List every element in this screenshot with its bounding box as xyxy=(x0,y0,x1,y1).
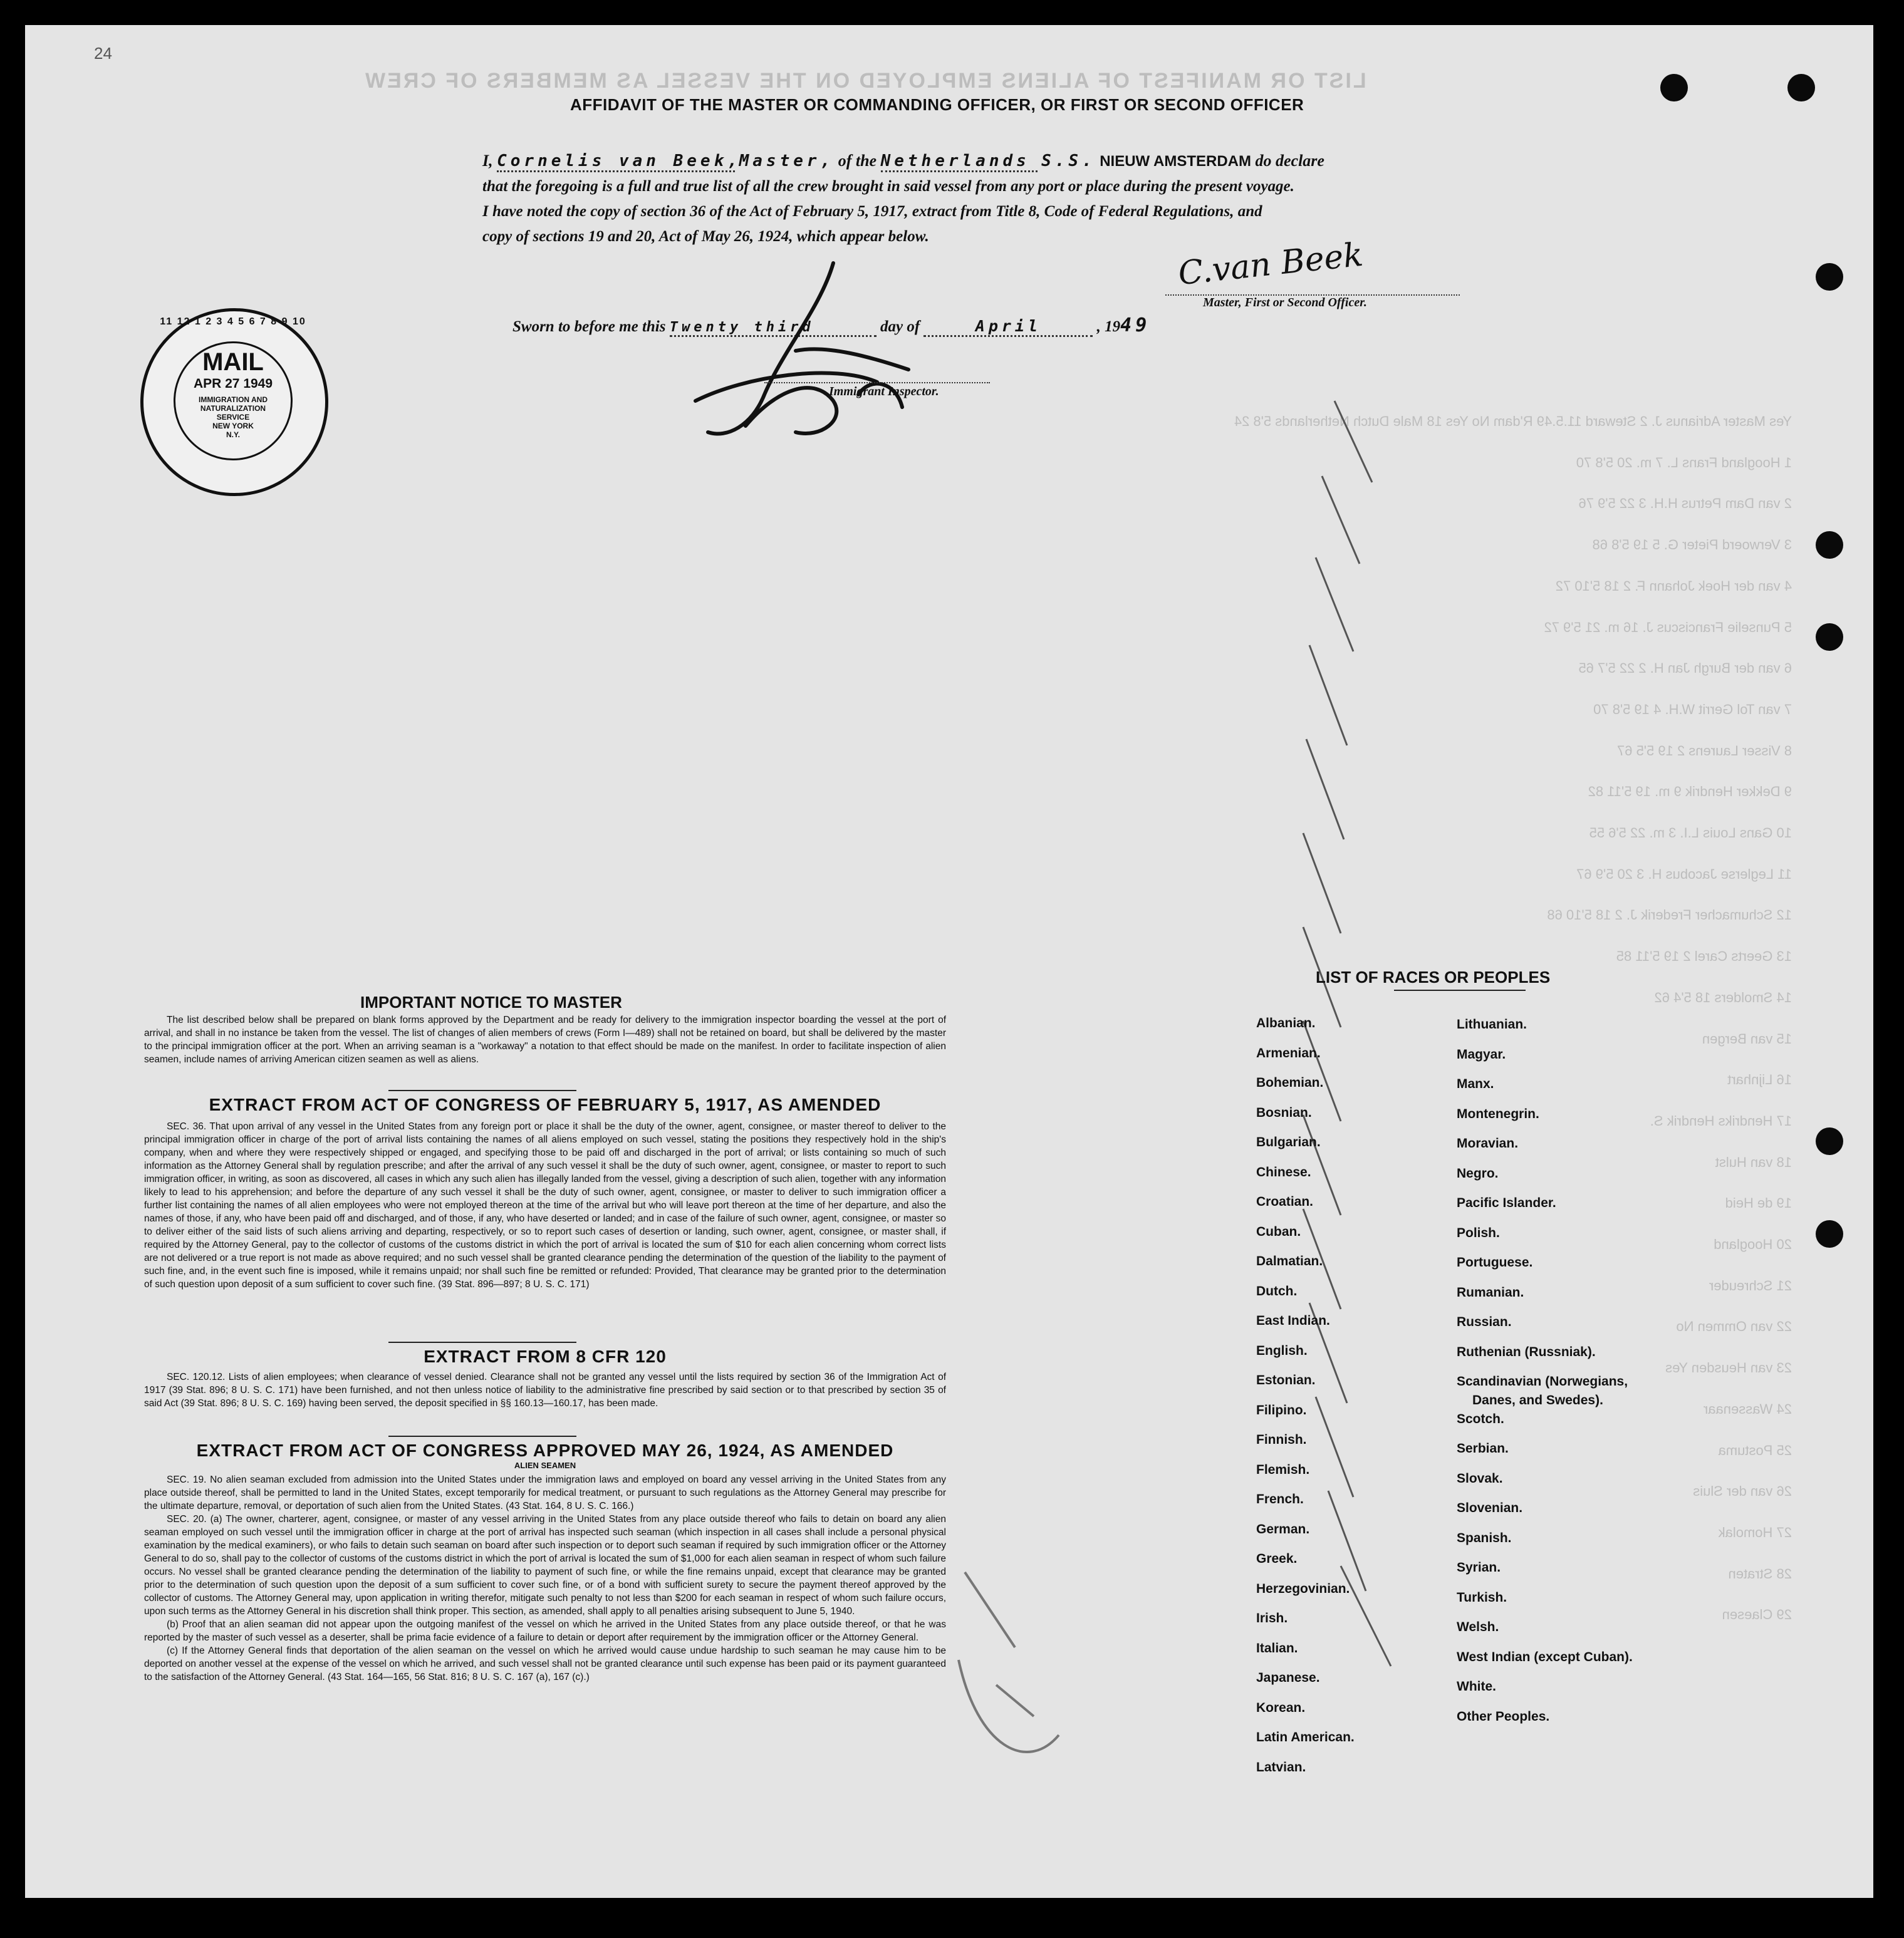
ghost-row: 9 Dekker Hendrik 9 m. 19 5'11 82 xyxy=(1588,784,1792,800)
stamp-date: APR 27 1949 xyxy=(193,376,273,391)
ghost-row: 23 van Heusden Yes xyxy=(1665,1360,1792,1376)
affidavit-line4: copy of sections 19 and 20, Act of May 26, 1924, which appear below. xyxy=(482,228,929,245)
ghost-row: Yes Master Adrianus J. 2 Steward 11.5.49 R'dam No Yes 18 Male Dutch Netherlands 5'8 24 xyxy=(1234,413,1792,429)
extract-1924-title: EXTRACT FROM ACT OF CONGRESS APPROVED MAY 26, 1924, AS AMENDED xyxy=(196,1441,894,1460)
race-item: Cuban. xyxy=(1256,1224,1301,1239)
ghost-row: 5 Punselie Franciscus J. 16 m. 21 5'9 72 xyxy=(1544,619,1792,635)
race-item: Korean. xyxy=(1256,1700,1306,1715)
races-title: LIST OF RACES OR PEOPLES xyxy=(1316,968,1551,987)
ghost-row: 28 Straten xyxy=(1728,1565,1792,1582)
sworn-day: Twenty third xyxy=(670,319,877,337)
race-item: Slovak. xyxy=(1457,1471,1503,1486)
race-item: Dalmatian. xyxy=(1256,1254,1323,1268)
race-item: Armenian. xyxy=(1256,1045,1321,1060)
sworn-year: 49 xyxy=(1120,314,1151,336)
ghost-row: 25 Postuma xyxy=(1718,1442,1792,1458)
divider-cfr xyxy=(388,1342,576,1343)
race-item: Scotch. xyxy=(1457,1411,1504,1426)
race-item: Herzegovinian. xyxy=(1256,1581,1350,1596)
race-item: Magyar. xyxy=(1457,1047,1506,1062)
sworn-label: Sworn to before me this xyxy=(512,318,666,335)
of-the-label: of the xyxy=(838,152,877,170)
race-item: Bosnian. xyxy=(1256,1105,1312,1120)
race-item: Polish. xyxy=(1457,1225,1500,1240)
stamp-line5: N.Y. xyxy=(226,430,240,439)
sworn-month: April xyxy=(923,317,1093,337)
affidavit-line1 xyxy=(482,152,1485,172)
binder-hole xyxy=(1787,74,1815,101)
extract-1924-p4: (c) If the Attorney General finds that deportation of the alien seaman on the vessel on which he arrived would cause undue hardship to such seaman he may cause him to be deported on another vessel at the expense of the vessel on which he arrived, and such vessel shall not be granted clearance until such expense has been paid or its payment guaranteed to the satisfaction of the Attorney General. (43 Stat. 164—165, 56 Stat. 816; 8 U. S. C. 167 (a), 167 (c).) xyxy=(144,1645,946,1682)
ghost-row: 7 van Tol Gerrit W.H. 4 19 5'8 70 xyxy=(1593,701,1792,717)
ghost-row: 27 Homolak xyxy=(1718,1524,1792,1540)
race-item: Scandinavian (Norwegians, xyxy=(1457,1374,1628,1389)
declare-label: do declare xyxy=(1255,152,1324,170)
extract-1924-subtitle: ALIEN SEAMEN xyxy=(514,1461,576,1470)
ghost-row: 1 Hoogland Frans L. 7 m. 20 5'8 70 xyxy=(1576,454,1792,470)
mail-stamp xyxy=(140,308,328,496)
race-item: English. xyxy=(1256,1343,1308,1358)
race-item: Filipino. xyxy=(1256,1402,1307,1417)
stamp-line3: SERVICE xyxy=(216,413,250,422)
race-item: Lithuanian. xyxy=(1457,1017,1527,1032)
ss-label: S.S. xyxy=(1041,152,1096,170)
binder-hole xyxy=(1816,623,1843,651)
ghost-row: 6 van der Burgh Jan H. 2 22 5'7 65 xyxy=(1578,660,1792,676)
race-item: Ruthenian (Russniak). xyxy=(1457,1344,1596,1359)
affidavit-title: AFFIDAVIT OF THE MASTER OR COMMANDING OFFICER, OR FIRST OR SECOND OFFICER xyxy=(570,95,1304,114)
page-mark: 24 xyxy=(94,44,112,63)
races-title-underline xyxy=(1394,990,1526,991)
binder-hole xyxy=(1660,74,1688,101)
extract-1924-p3: (b) Proof that an alien seaman did not appear upon the outgoing manifest of the vessel on which he arrived in the United States from any place outside thereof, or that he was reported by the master of such vessel as a deserter, shall be prima facie evidence of a failure to detain or deport after requirement by the immigration officer or the Attorney General. xyxy=(144,1619,946,1643)
vessel-name: NIEUW AMSTERDAM xyxy=(1100,153,1251,170)
race-item: Latin American. xyxy=(1256,1730,1355,1744)
extract-cfr-title: EXTRACT FROM 8 CFR 120 xyxy=(424,1347,667,1366)
master-signature: C.van Beek xyxy=(1176,236,1365,293)
ghost-row: 29 Claesen xyxy=(1722,1607,1792,1623)
extract-cfr-body: SEC. 120.12. Lists of alien employees; when clearance of vessel denied. Clearance shall not be granted any vessel until the lists required by section 36 of the Immigration Act of 1917 (39 Stat. 896; 8 U. S. C. 171) have been furnished, and not then unless notice of liability to the administrative fine prescribed by said section or to that prescribed by section 35 of said Act (39 Stat. 896; 8 U. S. C. 169) having been served, the deposit specified in §§ 160.13—160.17, has been made. xyxy=(144,1372,946,1409)
race-item: German. xyxy=(1256,1521,1310,1536)
extract-1924-p1: SEC. 19. No alien seaman excluded from admission into the United States under the immigration laws and employed on board any vessel arriving in the United States from any place outside thereof, shall be permitted to land in the United States, except temporarily for medical treatment, or pursuant to such regulations as the Attorney General may prescribe for the ultimate departure, removal, or deportation of such alien from the United States. (43 Stat. 164, 8 U. S. C. 166.) xyxy=(144,1474,946,1511)
race-item: Turkish. xyxy=(1457,1590,1507,1605)
notice-title: IMPORTANT NOTICE TO MASTER xyxy=(360,993,622,1012)
inspector-line xyxy=(764,382,990,383)
ghost-row: 11 Leglerse Jacobus H. 3 20 5'9 67 xyxy=(1576,866,1792,882)
faint-annotation xyxy=(940,1560,1090,1798)
race-item: Moravian. xyxy=(1457,1136,1519,1151)
ghost-row: 26 van der Sluis xyxy=(1693,1483,1792,1500)
race-item: Rumanian. xyxy=(1457,1285,1524,1300)
binder-hole xyxy=(1816,531,1843,559)
ghost-row: 21 Schreuder xyxy=(1709,1277,1792,1293)
race-item: Italian. xyxy=(1256,1640,1298,1656)
race-item: East Indian. xyxy=(1256,1314,1330,1328)
stamp-line1: IMMIGRATION AND xyxy=(199,395,268,404)
race-item: Manx. xyxy=(1457,1077,1494,1091)
extract-1917-title: EXTRACT FROM ACT OF CONGRESS OF FEBRUARY 5, 1917, AS AMENDED xyxy=(209,1095,882,1114)
extract-1924-p2: SEC. 20. (a) The owner, charterer, agent, consignee, or master of any vessel arriving in the United States from any place outside thereof who fails to detain on board any alien seaman employed on such vessel until the immigration officer in charge at the port of arrival has inspected such seaman (which inspection in all cases shall include a personal physical examination by the medical examiners), or who fails to detain such seaman on board after such inspection or to deport such seaman if required by such immigration officer or the Attorney General to do so, shall pay to the collector of customs of the customs district in which the port of arrival is located the sum of $1,000 for each alien seaman in respect of whom such failure occurs. No vessel shall be granted clearance pending the determination of the liability to payment of such fine, or while the fine remains unpaid, except that clearance may be granted prior to the determination of such question upon the deposit of a sum sufficient to cover such fine, or of a bond with sufficient surety to secure the payment thereof approved by the collector of customs. The Attorney General may, upon application in writing therefor, mitigate such penalty to not less than $200 for each seaman in respect of whom such failure occurs, upon such terms as the Attorney General in his discretion shall think proper. This section, as amended, shall apply to all penalties arising subsequent to June 5, 1940. xyxy=(144,1514,946,1617)
ghost-row: 24 Wassenaar xyxy=(1703,1401,1792,1417)
race-item: Syrian. xyxy=(1457,1560,1501,1575)
race-item: Danes, and Swedes). xyxy=(1472,1393,1603,1407)
race-item: Welsh. xyxy=(1457,1620,1499,1634)
notice-body: The list described below shall be prepared on blank forms approved by the Department and be ready for delivery to the immigration inspector boarding the vessel at the port of arrival, and shall in no instance be taken from the vessel. The list of changes of alien members of crews (Form I—489) shall not be retained on board, but shall be delivered by the master to the principal immigration officer at the port. When an arriving seaman is a "workaway" a notation to that effect should be made on the manifest. In order to facilitate inspection of alien seamen, include names of arriving American citizen seamen as well as aliens. xyxy=(144,1015,946,1065)
inspector-caption: Immigrant Inspector. xyxy=(829,385,939,398)
race-item: Finnish. xyxy=(1256,1433,1307,1447)
ghost-row: 12 Schumacher Frederik J. 2 18 5'10 68 xyxy=(1547,907,1792,923)
race-item: Other Peoples. xyxy=(1457,1709,1550,1724)
race-item: Negro. xyxy=(1457,1166,1499,1181)
ghost-row: 10 Gans Louis L.I. 3 m. 22 5'6 55 xyxy=(1589,825,1792,841)
ghost-row: 14 Smolders 18 5'4 62 xyxy=(1654,989,1792,1005)
ghost-row: 2 van Dam Petrus H.H. 3 22 5'9 76 xyxy=(1578,495,1792,512)
race-item: Dutch. xyxy=(1256,1283,1298,1298)
race-item: Montenegrin. xyxy=(1457,1106,1539,1121)
signature-caption: Master, First or Second Officer. xyxy=(1203,296,1367,309)
binder-hole xyxy=(1816,1127,1843,1155)
day-of-label: day of xyxy=(880,318,920,335)
race-item: Estonian. xyxy=(1256,1373,1316,1387)
affidavit-line2: that the foregoing is a full and true list of all the crew brought in said vessel from any port or place during the present voyage. xyxy=(482,178,1294,195)
ghost-row: 15 van Bergen xyxy=(1702,1030,1792,1047)
ghost-row: 13 Geerts Carel 2 19 5'11 85 xyxy=(1616,948,1792,965)
binder-hole xyxy=(1816,1220,1843,1248)
race-item: French. xyxy=(1256,1492,1304,1506)
extract-1917-body: SEC. 36. That upon arrival of any vessel in the United States from any foreign port or place it shall be the duty of the owner, agent, consignee, or master thereof to deliver to the principal immigration officer in charge of the port of arrival lists containing the names of all aliens employed on such vessel, stating the positions they respectively hold in the ship's company, when and where they were respectively shipped or engaged, and specifying those to be paid off and discharged in the port of arrival; or lists containing so much of such information as the Attorney General shall by regulation prescribe; and after the arrival of any such vessel it shall be the duty of such owner, agent, consignee, or master to report to such immigration officer, in writing, as soon as discovered, all cases in which any such alien has illegally landed from the vessel, giving a description of such alien, together with any information likely to lead to his apprehension; and before the departure of any such vessel it shall be the duty of such owner, agent, consignee, or master to deliver to such immigration officer a further list containing the names of all alien employees who were not employed thereon at the time of the arrival but who will leave port thereon at the time of her departure, and also the names of those, if any, who have been paid off and discharged, and of those, if any, who have deserted or landed; and in case of the failure of such owner, agent, consignee, or master so to deliver either of the said lists of such aliens arriving and departing, respectively, or so to report such cases of desertion or landing, such owner, agent, consignee, or master shall, if required by the Attorney General, pay to the collector of customs of the customs district in which the port of arrival is located the sum of $10 for each alien concerning whom correct lists are not delivered or a true report is not made as above required; and no such vessel shall be granted clearance pending the determination of the question of the liability to the payment of such fine, and, in the event such fine is imposed, while it remains unpaid; nor shall such fine be remitted or refunded: Provided, That clearance may be granted prior to the determination of such question upon deposit of a sum sufficient to cover such fine. (39 Stat. 896—897; 8 U. S. C. 171) xyxy=(144,1121,946,1290)
manifest-page xyxy=(25,25,1873,1898)
ghost-row: 4 van der Hoek Johann F. 2 18 5'10 72 xyxy=(1555,578,1792,594)
ghost-row: 16 Lijnhart xyxy=(1727,1072,1792,1088)
stamp-ring-numbers: 11 12 1 2 3 4 5 6 7 8 9 10 xyxy=(160,316,306,327)
race-item: White. xyxy=(1457,1679,1496,1694)
race-item: Spanish. xyxy=(1457,1530,1512,1545)
race-item: Greek. xyxy=(1256,1552,1298,1566)
race-item: Bohemian. xyxy=(1256,1075,1324,1090)
stamp-line4: NEW YORK xyxy=(212,422,254,430)
race-item: Chinese. xyxy=(1256,1164,1311,1179)
race-item: Croatian. xyxy=(1256,1194,1314,1209)
ghost-row: 19 de Heid xyxy=(1725,1195,1792,1211)
inspector-signature xyxy=(670,251,959,464)
race-item: West Indian (except Cuban). xyxy=(1457,1649,1633,1664)
race-item: Russian. xyxy=(1457,1315,1512,1329)
race-item: Pacific Islander. xyxy=(1457,1196,1556,1210)
race-item: Serbian. xyxy=(1457,1441,1509,1456)
ghost-manifest-header: LIST OR MANIFEST OF ALIENS EMPLOYED ON THE VESSEL AS MEMBERS OF CREW xyxy=(363,69,1366,93)
ghost-row: 22 van Ommen No xyxy=(1676,1319,1792,1335)
race-item: Irish. xyxy=(1256,1611,1288,1625)
race-item: Portuguese. xyxy=(1457,1255,1533,1270)
race-item: Albanian. xyxy=(1256,1016,1316,1030)
ghost-row: 20 Hoogland xyxy=(1714,1236,1792,1253)
extract-1924-body xyxy=(144,1473,946,1684)
race-item: Flemish. xyxy=(1256,1462,1310,1477)
vessel-nation: Netherlands xyxy=(881,152,1038,172)
master-rank: Master, xyxy=(739,152,835,170)
affidavit-line3: I have noted the copy of section 36 of the Act of February 5, 1917, extract from Title 8, Code of Federal Regulations, and xyxy=(482,203,1262,220)
race-item: Latvian. xyxy=(1256,1759,1306,1775)
master-name: Cornelis van Beek, xyxy=(497,152,735,172)
ghost-row: 17 Hendriks Hendrik S. xyxy=(1650,1112,1792,1129)
ghost-row: 8 Visser Laurens 2 19 5'5 67 xyxy=(1617,742,1792,759)
year-prefix: , 19 xyxy=(1096,318,1121,335)
race-item: Bulgarian. xyxy=(1256,1135,1321,1149)
race-item: Slovenian. xyxy=(1457,1501,1523,1515)
ghost-row: 3 Verwoerd Pieter G. 5 19 5'8 68 xyxy=(1592,537,1792,553)
stamp-line2: NATURALIZATION xyxy=(200,404,266,413)
stamp-word: MAIL xyxy=(202,348,264,376)
divider-1924 xyxy=(388,1436,576,1437)
i-label: I, xyxy=(482,152,493,170)
stamp-center xyxy=(174,341,293,460)
binder-hole xyxy=(1816,263,1843,291)
divider-1917 xyxy=(388,1090,576,1091)
ghost-row: 18 van Hulst xyxy=(1715,1154,1792,1170)
race-item: Japanese. xyxy=(1256,1671,1320,1685)
